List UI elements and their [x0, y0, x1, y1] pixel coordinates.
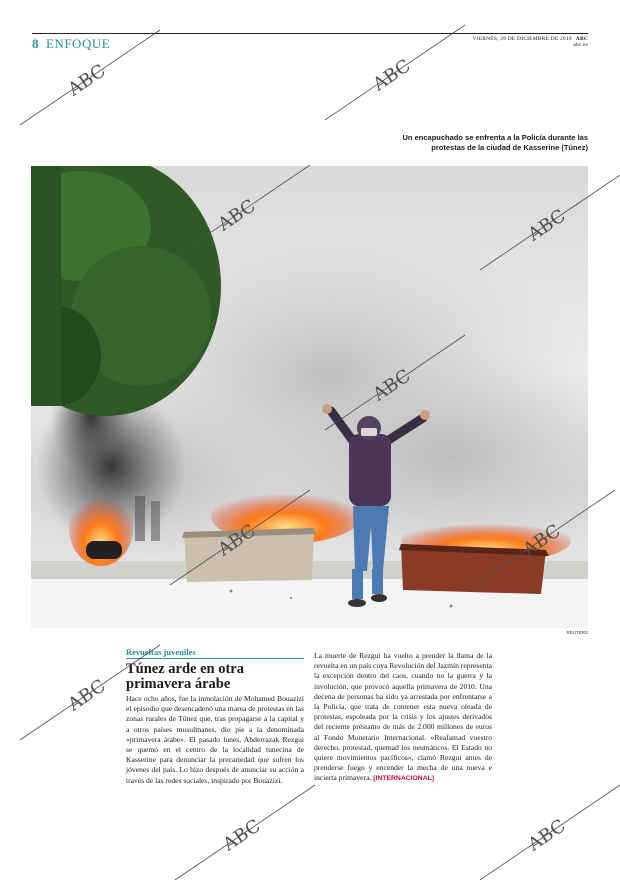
- svg-text:ABC: ABC: [214, 520, 260, 561]
- svg-text:ABC: ABC: [64, 675, 110, 716]
- article-column-2: [314, 651, 492, 785]
- issue-date: VIERNES, 28 DE DICIEMBRE DE 2018: [472, 36, 572, 42]
- page-number: 8: [32, 36, 39, 51]
- svg-text:ABC: ABC: [519, 520, 565, 561]
- svg-text:ABC: ABC: [64, 60, 110, 101]
- watermark-abc: [524, 205, 570, 246]
- watermark-abc: [219, 815, 265, 856]
- watermark-abc: [524, 815, 570, 856]
- watermark-abc: [519, 520, 565, 561]
- watermark-abc: [214, 195, 260, 236]
- svg-text:ABC: ABC: [524, 815, 570, 856]
- svg-text:ABC: ABC: [524, 205, 570, 246]
- section-tag-link[interactable]: [INTERNACIONAL]: [373, 775, 435, 783]
- svg-text:ABC: ABC: [219, 815, 265, 856]
- photo-credit: REUTERS: [566, 630, 588, 635]
- svg-text:ABC: ABC: [369, 365, 415, 406]
- svg-text:ABC: ABC: [214, 195, 260, 236]
- article-column-1: Hace ocho años, fue la inmolación de Mohamed Bouazizi el episodio que desencadenó una marea de protestas en las zonas rurales de Túnez que, tras propagarse a la capital y a otros países musulmanes, dio pie a la denominada «primavera árabe». El pasado lunes, Abderrazak Rezgui se quemó en el centro de la localidad tunecina de Kasserine para denunciar la precariedad que sufren los jóvenes del país. Lo hizo después de anunciar su acción a través de las redes sociales, inspirado por Bouazizi.: [126, 694, 304, 785]
- dateline: [472, 36, 588, 48]
- watermark-abc: [64, 60, 110, 101]
- watermark-abc: [369, 55, 415, 96]
- watermark-abc: [64, 675, 110, 716]
- article-column-2-text: La muerte de Rezgui ha vuelto a prender la llama de la revuelta en un país cuya Revolución del Jazmín representa la excepción dentro del caos, cuando no la guerra y la involución, que provocó aquella primavera de 2010. Una decena de personas ha sido ya arrestada por enfrentarse a la Policía, que trata de contener esta nueva oleada de protestas, espoleada por la crisis y los ajustes derivados del reciente préstamo de más de 2.000 millones de euros al Fondo Monetario Internacional. «Reafamad vuestro derecho, protestad, quemad los neumáticos. El Estado no quiere movimientos pacíficos», clamó Rezgui antes de prenderse fuego y encender la mecha de una nueva e incierta primavera.: [314, 651, 492, 783]
- section-title: ENFOQUE: [46, 36, 111, 51]
- brand-name: ABC: [575, 36, 588, 42]
- watermark-abc: [369, 365, 415, 406]
- svg-text:ABC: ABC: [369, 55, 415, 96]
- site-url: abc.es: [573, 42, 588, 48]
- article-headline: Túnez arde en otra primavera árabe: [126, 661, 244, 692]
- watermark-abc: [214, 520, 260, 561]
- article-kicker: Revueltas juveniles: [126, 647, 196, 657]
- photo-caption: Un encapuchado se enfrenta a la Policía durante las protestas de la ciudad de Kasserine (Túnez): [402, 133, 588, 152]
